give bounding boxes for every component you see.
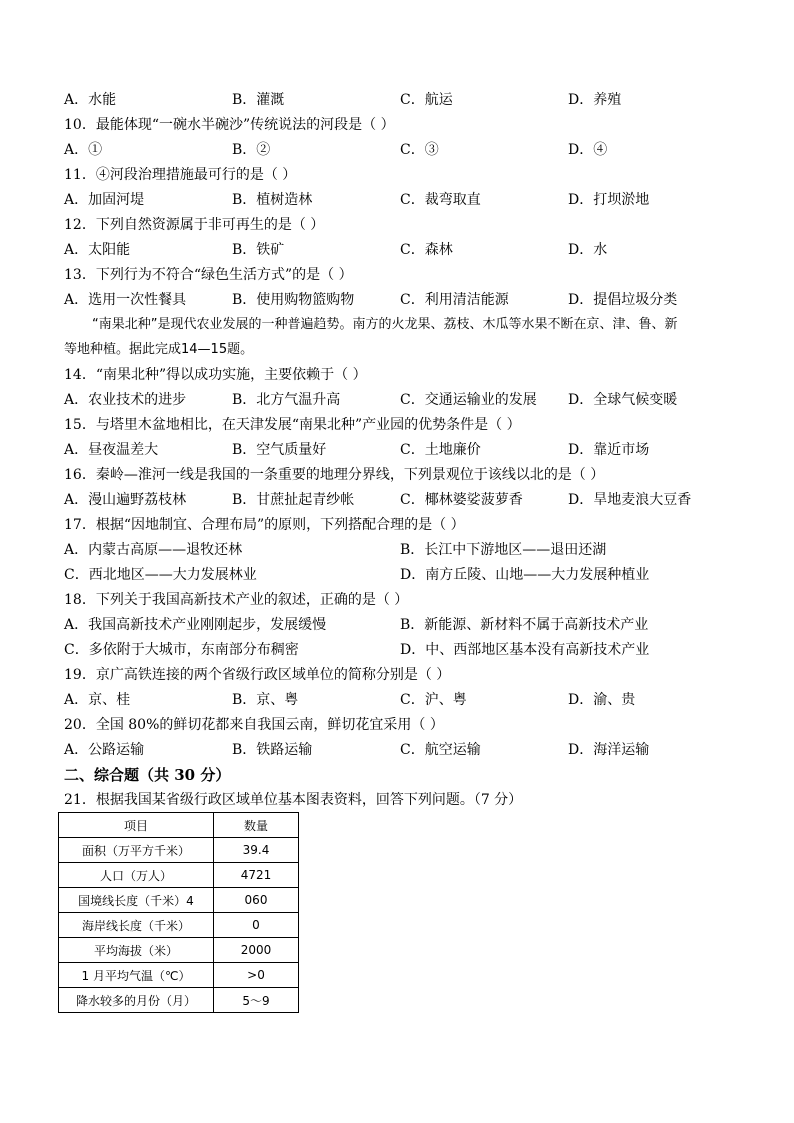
q14-option-c[interactable]: C．交通运输业的发展 xyxy=(400,392,537,408)
q18-options-row-1 xyxy=(64,615,754,635)
q18-options-row-2 xyxy=(64,640,754,660)
q21-stem: 21．根据我国某省级行政区域单位基本图表资料，回答下列问题。（7 分） xyxy=(64,792,523,808)
q11-option-d[interactable]: D．打坝淤地 xyxy=(568,192,650,208)
table-cell-value: 0 xyxy=(214,913,299,938)
table-cell-value: 5～9 xyxy=(214,988,299,1013)
q14-option-a[interactable]: A．农业技术的进步 xyxy=(64,392,187,408)
q15-options xyxy=(64,440,754,460)
table-row xyxy=(59,863,299,888)
q12-option-a[interactable]: A．太阳能 xyxy=(64,242,131,258)
section-2-heading: 二、综合题（共 30 分） xyxy=(64,766,231,784)
q19-option-d[interactable]: D．渝、贵 xyxy=(568,692,636,708)
table-header-row xyxy=(59,813,299,838)
q14-options xyxy=(64,390,754,410)
passage-line-2: 等地种植。据此完成14—15题。 xyxy=(64,342,254,357)
q10-option-d[interactable]: D．④ xyxy=(568,142,608,158)
q16-stem: 16．秦岭—淮河一线是我国的一条重要的地理分界线，下列景观位于该线以北的是（ ） xyxy=(64,467,605,483)
q12-option-c[interactable]: C．森林 xyxy=(400,242,453,258)
q15-option-d[interactable]: D．靠近市场 xyxy=(568,442,650,458)
table-cell-item: 国境线长度（千米）4 xyxy=(59,888,214,913)
table-row xyxy=(59,888,299,913)
q20-options xyxy=(64,740,754,760)
table-row xyxy=(59,938,299,963)
q11-option-a[interactable]: A．加固河堤 xyxy=(64,192,145,208)
q10-option-b[interactable]: B．② xyxy=(232,142,271,158)
table-row xyxy=(59,963,299,988)
table-cell-value: >0 xyxy=(214,963,299,988)
q20-option-d[interactable]: D．海洋运输 xyxy=(568,742,650,758)
q10-options xyxy=(64,140,754,160)
q20-option-c[interactable]: C．航空运输 xyxy=(400,742,481,758)
q16-option-c[interactable]: C．椰林婆娑菠萝香 xyxy=(400,492,523,508)
q16-option-a[interactable]: A．漫山遍野荔枝林 xyxy=(64,492,187,508)
q13-options xyxy=(64,290,754,310)
table-cell-item: 平均海拔（米） xyxy=(59,938,214,963)
table-cell-item: 人口（万人） xyxy=(59,863,214,888)
q20-option-a[interactable]: A．公路运输 xyxy=(64,742,145,758)
q15-option-c[interactable]: C．土地廉价 xyxy=(400,442,481,458)
q16-options xyxy=(64,490,754,510)
q17-stem: 17．根据“因地制宜、合理布局”的原则，下列搭配合理的是（ ） xyxy=(64,517,465,533)
q9-options xyxy=(64,90,754,110)
q12-option-b[interactable]: B．铁矿 xyxy=(232,242,285,258)
q17-option-a[interactable]: A．内蒙古高原——退牧还林 xyxy=(64,542,243,558)
q16-option-d[interactable]: D．旱地麦浪大豆香 xyxy=(568,492,692,508)
q11-stem: 11．④河段治理措施最可行的是（ ） xyxy=(64,167,297,183)
q18-stem: 18．下列关于我国高新技术产业的叙述，正确的是（ ） xyxy=(64,592,409,608)
q15-stem: 15．与塔里木盆地相比，在天津发展“南果北种”产业园的优势条件是（ ） xyxy=(64,417,521,433)
q13-stem: 13．下列行为不符合“绿色生活方式”的是（ ） xyxy=(64,267,353,283)
q11-options xyxy=(64,190,754,210)
table-cell-item: 海岸线长度（千米） xyxy=(59,913,214,938)
q17-option-c[interactable]: C．西北地区——大力发展林业 xyxy=(64,567,257,583)
q12-options xyxy=(64,240,754,260)
q19-options xyxy=(64,690,754,710)
table-cell-item: 1 月平均气温（℃） xyxy=(59,963,214,988)
q13-option-b[interactable]: B．使用购物篮购物 xyxy=(232,292,355,308)
q16-option-b[interactable]: B．甘蔗扯起青纱帐 xyxy=(232,492,355,508)
q14-stem: 14．“南果北种”得以成功实施，主要依赖于（ ） xyxy=(64,367,367,383)
q12-stem: 12．下列自然资源属于非可再生的是（ ） xyxy=(64,217,325,233)
q17-options-row-1 xyxy=(64,540,754,560)
q13-option-c[interactable]: C．利用清洁能源 xyxy=(400,292,509,308)
q17-option-d[interactable]: D．南方丘陵、山地——大力发展种植业 xyxy=(400,567,650,583)
table-cell-item: 降水较多的月份（月） xyxy=(59,988,214,1013)
q9-option-a[interactable]: A．水能 xyxy=(64,92,117,108)
q15-option-a[interactable]: A．昼夜温差大 xyxy=(64,442,159,458)
q12-option-d[interactable]: D．水 xyxy=(568,242,608,258)
passage-line-1: “南果北种”是现代农业发展的一种普遍趋势。南方的火龙果、荔枝、木瓜等水果不断在京、津、鲁、新 xyxy=(92,317,678,332)
table-row xyxy=(59,988,299,1013)
table-cell-value: 4721 xyxy=(214,863,299,888)
table-row xyxy=(59,838,299,863)
q13-option-d[interactable]: D．提倡垃圾分类 xyxy=(568,292,678,308)
reading-passage xyxy=(64,312,744,362)
q9-option-b[interactable]: B．灌溉 xyxy=(232,92,285,108)
q17-options-row-2 xyxy=(64,565,754,585)
table-cell-value: 060 xyxy=(214,888,299,913)
q17-option-b[interactable]: B．长江中下游地区——退田还湖 xyxy=(400,542,607,558)
table-row xyxy=(59,913,299,938)
q9-option-d[interactable]: D．养殖 xyxy=(568,92,622,108)
table-cell-value: 39.4 xyxy=(214,838,299,863)
q19-option-b[interactable]: B．京、粤 xyxy=(232,692,299,708)
q18-option-b[interactable]: B．新能源、新材料不属于高新技术产业 xyxy=(400,617,649,633)
q10-option-c[interactable]: C．③ xyxy=(400,142,439,158)
q14-option-b[interactable]: B．北方气温升高 xyxy=(232,392,341,408)
table-header-item: 项目 xyxy=(59,813,214,838)
q19-option-c[interactable]: C．沪、粤 xyxy=(400,692,467,708)
q18-option-d[interactable]: D．中、西部地区基本没有高新技术产业 xyxy=(400,642,650,658)
q13-option-a[interactable]: A．选用一次性餐具 xyxy=(64,292,187,308)
q19-option-a[interactable]: A．京、桂 xyxy=(64,692,131,708)
q19-stem: 19．京广高铁连接的两个省级行政区域单位的简称分别是（ ） xyxy=(64,667,451,683)
q20-stem: 20．全国 80%的鲜切花都来自我国云南，鲜切花宜采用（ ） xyxy=(64,717,444,733)
province-info-table xyxy=(58,812,299,1013)
table-header-value: 数量 xyxy=(214,813,299,838)
q18-option-c[interactable]: C．多依附于大城市，东南部分布稠密 xyxy=(64,642,299,658)
q10-option-a[interactable]: A．① xyxy=(64,142,103,158)
q9-option-c[interactable]: C．航运 xyxy=(400,92,453,108)
q11-option-c[interactable]: C．裁弯取直 xyxy=(400,192,481,208)
q14-option-d[interactable]: D．全球气候变暖 xyxy=(568,392,678,408)
q18-option-a[interactable]: A．我国高新技术产业刚刚起步，发展缓慢 xyxy=(64,617,327,633)
q10-stem: 10．最能体现“一碗水半碗沙”传统说法的河段是（ ） xyxy=(64,117,395,133)
q20-option-b[interactable]: B．铁路运输 xyxy=(232,742,313,758)
table-cell-item: 面积（万平方千米） xyxy=(59,838,214,863)
q15-option-b[interactable]: B．空气质量好 xyxy=(232,442,327,458)
table-cell-value: 2000 xyxy=(214,938,299,963)
q11-option-b[interactable]: B．植树造林 xyxy=(232,192,313,208)
